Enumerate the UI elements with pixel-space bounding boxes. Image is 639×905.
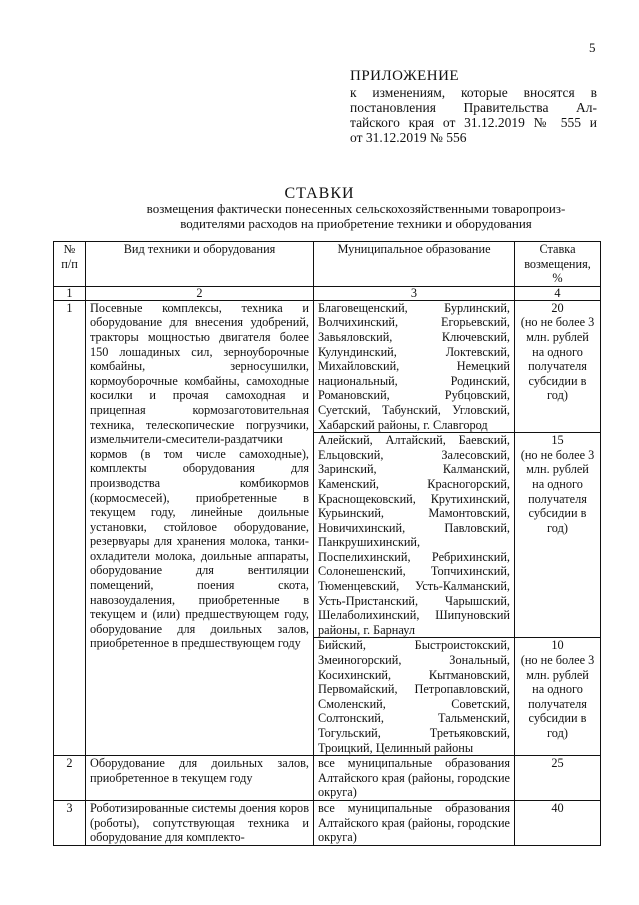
document-title: СТАВКИ: [284, 185, 355, 202]
rate-value: 15: [551, 433, 564, 448]
row-num: 2: [54, 756, 86, 801]
row-rate: 25: [515, 756, 601, 801]
row-rate: [515, 300, 601, 432]
row-rate: 40: [515, 800, 601, 845]
row-municipality: Благовещенский, Бурлинский, Волчихинский, Егорьевский, Завьяловский, Ключевский, Кулундинский, Локтевский, Михайловский, Немецкий национальный, Родинский, Романовский, Рубцовский, Суетский, Табунский, Угловский, Хабарский районы, г. Славгород: [314, 300, 515, 432]
column-number: 4: [515, 286, 601, 300]
page-number: 5: [589, 40, 596, 55]
header-num: № п/п: [54, 242, 86, 287]
row-num: 3: [54, 800, 86, 845]
header-rate: Ставка возмещения, %: [515, 242, 601, 287]
document-subtitle: возмещения фактически понесенных сельскохозяйственными товаропроиз-водителями расходов на приобретение техники и оборудования: [146, 201, 566, 231]
column-number: 1: [54, 286, 86, 300]
rate-value: 10: [551, 638, 564, 653]
row-municipality: Бийский, Быстроистокский, Змеиногорский, Зональный, Косихинский, Кытмановский, Первомайский, Петропавловский, Смоленский, Советский, Солтонский, Тальменский, Тогульский, Третьяковский, Троицкий, Целинный районы: [314, 638, 515, 756]
row-municipality: все муниципальные образования Алтайского края (районы, городские округа): [314, 756, 515, 801]
appendix-line: от 31.12.2019 № 556: [350, 130, 467, 145]
appendix-line: к изменениям, которые вносятся в: [350, 85, 597, 100]
row-num: 1: [54, 300, 86, 755]
appendix-title: ПРИЛОЖЕНИЕ: [350, 68, 460, 84]
header-type: Вид техники и оборудования: [86, 242, 314, 287]
row-municipality: все муниципальные образования Алтайского края (районы, городские округа): [314, 800, 515, 845]
rate-note: (но не более 3 млн. рублей на одного получателя субсидии в год): [520, 315, 595, 403]
table-header-row: [54, 242, 601, 287]
row-type: Посевные комплексы, техника и оборудование для внесения удобрений, тракторы мощностью двигателя более 150 лошадиных сил, зерноуборочные комбайны, зерносушилки, кормоуборочные комбайны, самоходные косилки и прочая самоходная и прицепная кормозаготовительная техника, телескопические погрузчики, измельчители-смесители-раздатчики кормов (в том числе самоходные), комплекты оборудования для производства комбикормов (кормосмесей), приобретенные в текущем году, линейные доильные установки, стойловое оборудование, резервуары для хранения молока, танки-охладители молока, доильные аппараты, оборудование для вентиляции помещений, поения скота, навозоудаления, приобретенные в текущем и (или) предшествующем году, оборудование для доильных залов, приобретенное в предшествующем году: [86, 300, 314, 755]
column-number: 3: [314, 286, 515, 300]
row-type: Оборудование для доильных залов, приобретенное в текущем году: [86, 756, 314, 801]
rate-note: (но не более 3 млн. рублей на одного получателя субсидии в год): [520, 653, 595, 740]
rate-value: 20: [551, 300, 564, 315]
rate-note: (но не более 3 млн. рублей на одного получателя субсидии в год): [520, 447, 595, 535]
appendix-line: тайского края от 31.12.2019 № 555 и: [350, 115, 597, 130]
row-municipality: Алейский, Алтайский, Баевский, Ельцовский, Залесовский, Заринский, Калманский, Каменский, Красногорский, Краснощековский, Крутихинский, Курьинский, Мамонтовский, Новичихинский, Павловский, Панкрушихинский, Поспелихинский, Ребрихинский, Солонешенский, Топчихинский, Тюменцевский, Усть-Калманский, Усть-Пристанский, Чарышский, Шелаболихинский, Шипуновский районы, г. Барнаул: [314, 433, 515, 638]
row-type: Роботизированные системы доения коров (роботы), сопутствующая техника и оборудование для комплекто-: [86, 800, 314, 845]
appendix-line: постановления Правительства Ал-: [350, 100, 597, 115]
column-number-row: [54, 286, 601, 300]
header-municipality: Муниципальное образование: [314, 242, 515, 287]
row-rate: [515, 433, 601, 638]
table-row: [54, 300, 601, 432]
rates-table: [53, 241, 601, 846]
column-number: 2: [86, 286, 314, 300]
row-rate: [515, 638, 601, 756]
appendix-block: [350, 68, 597, 145]
table-row: [54, 800, 601, 845]
table-row: [54, 756, 601, 801]
